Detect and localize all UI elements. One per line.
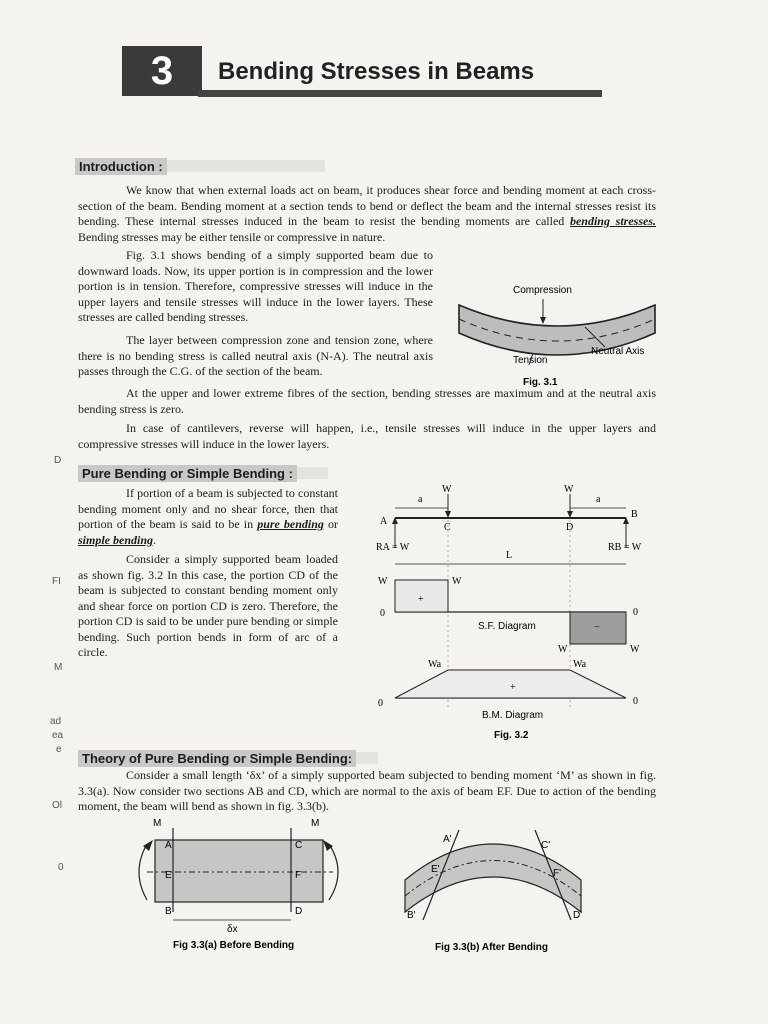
label-b-prime: B' [407, 910, 416, 921]
intro-text-2: Fig. 3.1 shows bending of a simply supported beam due to downward loads. Now, its upper portion is in compression and the lower portion is in tension. Therefore, compressive stresses will induce in the upper layers and tensile stresses will induce in the lower layers. These stresses are called bending stresses. [78, 248, 433, 324]
intro-paragraph-4 [78, 386, 656, 417]
label-d: D [295, 906, 303, 917]
label-compression: Compression [513, 285, 572, 296]
intro-text-3: The layer between compression zone and tension zone, where there is no bending stress is called neutral axis (N-A). The neutral axis passes through the C.G. of the section of the beam. [78, 333, 433, 378]
label-w-left: W [442, 484, 452, 495]
sf-diagram-title: S.F. Diagram [478, 621, 536, 632]
label-sf-plus: + [418, 594, 424, 605]
margin-note: FI [52, 576, 61, 587]
theory-text: Consider a small length ‘δx’ of a simply supported beam subjected to bending moment ‘M’ as shown in fig. 3.3(a). Now consider two sections AB and CD, which are normal to the axis of beam EF. Due to action of the bending moment, the beam will bend as shown in fig. 3.3(b). [78, 768, 656, 813]
moment-left-arc [139, 844, 147, 900]
title-rule [198, 90, 602, 97]
label-point-b: B [631, 509, 638, 520]
section-heading-introduction: Introduction : [75, 158, 167, 175]
dot-text: . [153, 532, 157, 547]
load-left-arrowhead [445, 511, 451, 518]
page-title: Bending Stresses in Beams [218, 58, 535, 85]
label-sf-w-right: W [630, 644, 640, 655]
label-a-prime: A' [443, 834, 452, 845]
label-span-l: L [506, 550, 513, 561]
label-sf-zero-right: 0 [633, 607, 638, 618]
label-bm-zero-right: 0 [633, 696, 638, 707]
pure-bending-paragraph-2 [78, 552, 338, 661]
label-bm-wa-left: Wa [428, 659, 442, 670]
label-sf-minus: − [594, 622, 600, 633]
label-sf-w-left: W [378, 576, 388, 587]
bm-diagram-title: B.M. Diagram [482, 710, 544, 721]
label-sf-zero-left: 0 [380, 608, 385, 619]
label-point-a: A [380, 516, 388, 527]
label-point-c: C [444, 522, 451, 533]
load-right-arrowhead [567, 511, 573, 518]
fig-3-3a-before-bending [125, 812, 355, 954]
chapter-number: 3 [122, 46, 202, 96]
label-e: E [165, 870, 172, 881]
term-pure-bending: pure bending [257, 517, 324, 531]
label-a: A [165, 840, 172, 851]
pure-bending-text-2: Consider a simply supported beam loaded as shown fig. 3.2 In this case, the portion CD of the beam is subjected to constant bending moment only and shear force on portion CD is zero. Therefore, the portion CD is said to be under pure bending or simple bending. Such portion bends in form of arc of a circle. [78, 552, 338, 659]
term-simple-bending: simple bending [78, 532, 154, 547]
term-bending-stresses: bending stresses. [569, 214, 656, 228]
label-bm-zero-left: 0 [378, 698, 383, 709]
label-d-prime: D' [573, 910, 583, 921]
compression-arrowhead [540, 317, 546, 324]
or-text: or [323, 517, 338, 531]
label-bm-plus: + [510, 682, 516, 693]
fig-3-1-bent-beam [445, 275, 670, 390]
section-heading-pure-bending: Pure Bending or Simple Bending : [78, 465, 297, 482]
label-tension: Tension [513, 355, 548, 366]
pure-bending-text: If portion of a beam is subjected to constant bending moment only and no shear force, then that portion of the beam is said to be in [78, 486, 338, 531]
intro-paragraph-5 [78, 421, 656, 452]
intro-paragraph-1 [78, 183, 656, 245]
label-m-left: M [153, 818, 162, 829]
fig-3-3a-caption: Fig 3.3(a) Before Bending [173, 940, 295, 951]
fig-3-3b-after-bending [395, 820, 605, 958]
margin-note: D [54, 455, 62, 466]
label-point-d: D [566, 522, 574, 533]
intro-paragraph-3 [78, 333, 433, 380]
pure-bending-paragraph-1 [78, 486, 338, 548]
margin-note: Ol [52, 800, 62, 811]
label-f-prime: F' [553, 868, 562, 879]
intro-text-post: Bending stresses may be either tensile or compressive in nature. [78, 229, 386, 244]
label-sf-w-right-top: W [558, 644, 568, 655]
intro-text-4: At the upper and lower extreme fibres of the section, bending stresses are maximum and at the neutral axis bending stress is zero. [78, 386, 656, 416]
margin-note: ea [52, 730, 64, 741]
label-c-prime: C' [541, 840, 551, 851]
section-heading-theory: Theory of Pure Bending or Simple Bending: [78, 750, 356, 767]
label-f: F [295, 870, 302, 881]
label-bm-wa-right: Wa [573, 659, 587, 670]
intro-text-pre: We know that when external loads act on beam, it produces shear force and bending moment at each cross-section of the beam. Bending moment at a section tends to bend or deflect the beam and the internal stresses resist its bending. These internal stresses induced in the beam to resist the bending moments are called [78, 183, 656, 228]
fig-3-2-sf-bm-diagram [368, 480, 658, 745]
label-w-right: W [564, 484, 574, 495]
label-neutral-axis: Neutral Axis [591, 346, 645, 357]
label-a-left: a [418, 494, 423, 505]
fig-3-2-caption: Fig. 3.2 [494, 730, 529, 741]
label-ra: RA = W [376, 542, 410, 553]
label-m-right: M [311, 818, 320, 829]
intro-paragraph-2 [78, 248, 433, 326]
label-a-right: a [596, 494, 601, 505]
intro-text-5: In case of cantilevers, reverse will happen, i.e., tensile stresses will induce in the upper layers and compressive stresses will induce in the lower layers. [78, 421, 656, 451]
label-b: B [165, 906, 172, 917]
margin-note: M [54, 662, 63, 673]
label-rb: RB = W [608, 542, 642, 553]
margin-note: e [56, 744, 62, 755]
label-dx: δx [227, 924, 238, 935]
margin-note: ad [50, 716, 62, 727]
theory-paragraph [78, 768, 656, 815]
label-sf-w-mid: W [452, 576, 462, 587]
fig-3-1-caption: Fig. 3.1 [523, 377, 558, 388]
label-e-prime: E' [431, 864, 440, 875]
margin-note: 0 [58, 862, 64, 873]
label-c: C [295, 840, 303, 851]
fig-3-3b-caption: Fig 3.3(b) After Bending [435, 942, 548, 953]
